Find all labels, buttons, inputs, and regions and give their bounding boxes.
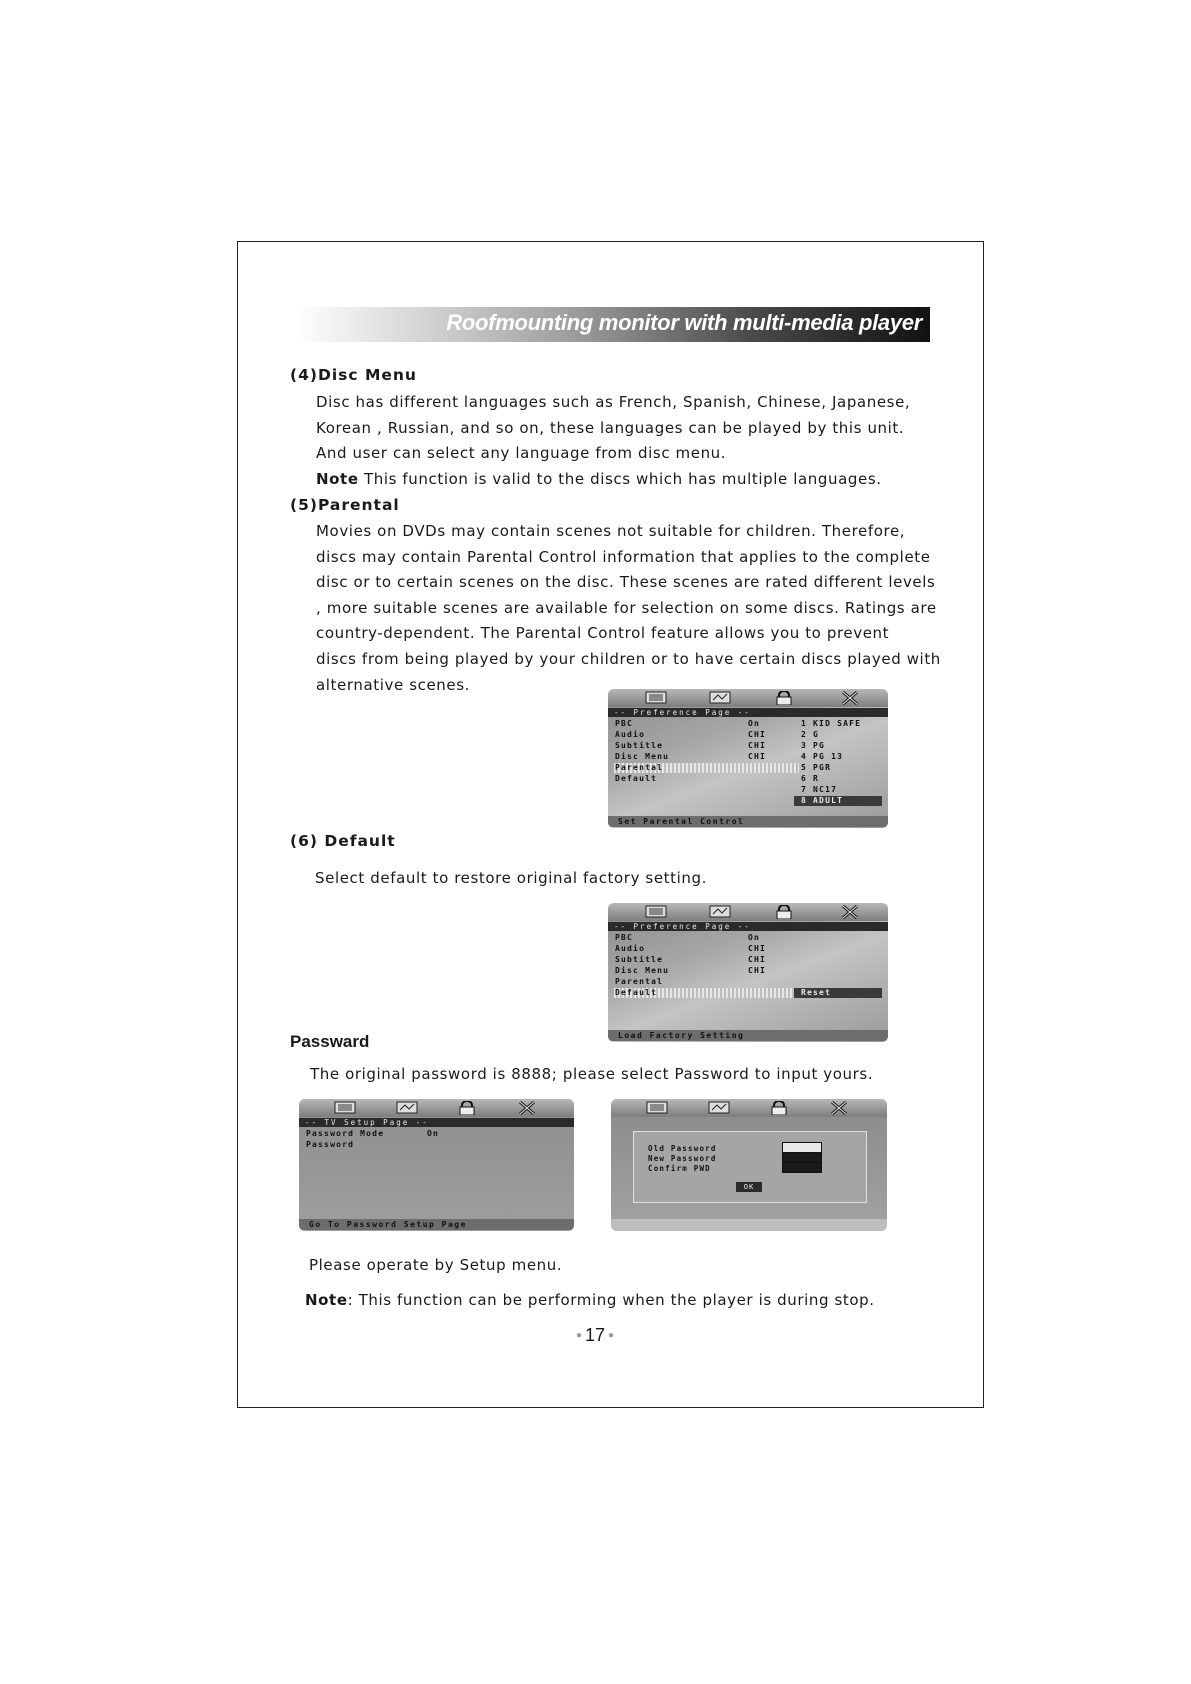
exit-icon bbox=[827, 1101, 851, 1115]
exit-icon bbox=[838, 905, 862, 919]
parental-line: discs may contain Parental Control information that applies to the complete bbox=[316, 547, 931, 566]
parental-heading: (5)Parental bbox=[290, 496, 400, 514]
osd-item-pbc[interactable]: PBC bbox=[615, 933, 634, 942]
banner-title: Roofmounting monitor with multi-media player bbox=[446, 310, 922, 335]
osd-footer-text: Go To Password Setup Page bbox=[309, 1220, 467, 1229]
password-line: The original password is 8888; please select Password to input yours. bbox=[310, 1065, 874, 1083]
confirm-password-label: Confirm PWD bbox=[648, 1164, 711, 1173]
rating-option[interactable]: 3 PG bbox=[801, 741, 826, 750]
stop-note bbox=[305, 1288, 875, 1314]
confirm-password-field[interactable] bbox=[782, 1162, 822, 1173]
exit-icon bbox=[838, 691, 862, 705]
old-password-label: Old Password bbox=[648, 1144, 717, 1153]
audio-setup-icon bbox=[708, 905, 732, 919]
lock-icon bbox=[767, 1101, 791, 1115]
osd-item-subtitle[interactable]: Subtitle bbox=[615, 741, 664, 750]
osd-value-disc-menu: CHI bbox=[748, 966, 767, 975]
parental-line: disc or to certain scenes on the disc. These scenes are rated different levels bbox=[316, 573, 936, 592]
general-setup-icon bbox=[333, 1101, 357, 1115]
setup-menu-line: Please operate by Setup menu. bbox=[309, 1256, 563, 1274]
rating-option[interactable]: 5 PGR bbox=[801, 763, 832, 772]
osd-value-password-mode: On bbox=[427, 1129, 440, 1138]
parental-line: discs from being played by your children or to have certain discs played with bbox=[316, 649, 941, 668]
disc-menu-line: Disc has different languages such as French, Spanish, Chinese, Japanese, bbox=[316, 393, 911, 411]
disc-menu-body bbox=[316, 390, 910, 492]
osd-menu-header: -- Preference Page -- bbox=[608, 922, 888, 931]
page-number bbox=[560, 1325, 630, 1346]
rating-option-selected[interactable]: 8 ADULT bbox=[801, 796, 844, 805]
osd-item-password-mode[interactable]: Password Mode bbox=[306, 1129, 385, 1138]
osd-tv-setup-screen bbox=[299, 1099, 574, 1231]
osd-footer-text: Set Parental Control bbox=[618, 817, 745, 826]
osd-item-parental[interactable]: Parental bbox=[615, 977, 664, 986]
note-text: This function is valid to the discs which has multiple languages. bbox=[358, 469, 882, 488]
password-dialog bbox=[633, 1131, 867, 1203]
dot-icon: ● bbox=[608, 1330, 615, 1341]
osd-value-pbc: On bbox=[748, 719, 761, 728]
osd-icon-bar bbox=[611, 1099, 887, 1117]
rating-option[interactable]: 7 NC17 bbox=[801, 785, 838, 794]
page-number-text: 17 bbox=[584, 1325, 606, 1345]
osd-icon-bar bbox=[299, 1099, 574, 1117]
exit-icon bbox=[515, 1101, 539, 1115]
rating-option[interactable]: 6 R bbox=[801, 774, 820, 783]
osd-parental-screen bbox=[608, 689, 888, 828]
dot-icon: ● bbox=[575, 1330, 582, 1341]
header-banner bbox=[295, 307, 930, 342]
osd-password-screen bbox=[611, 1099, 887, 1231]
osd-icon-bar bbox=[608, 689, 888, 707]
parental-line: , more suitable scenes are available for selection on some discs. Ratings are bbox=[316, 598, 937, 617]
password-heading: Passward bbox=[290, 1032, 370, 1051]
default-line: Select default to restore original factory setting. bbox=[315, 869, 707, 887]
rating-option[interactable]: 2 G bbox=[801, 730, 820, 739]
audio-setup-icon bbox=[708, 691, 732, 705]
osd-default-screen bbox=[608, 903, 888, 1042]
osd-item-disc-menu[interactable]: Disc Menu bbox=[615, 752, 670, 761]
disc-menu-heading: (4)Disc Menu bbox=[290, 366, 417, 384]
osd-menu-header: -- TV Setup Page -- bbox=[299, 1118, 574, 1127]
rating-option[interactable]: 4 PG 13 bbox=[801, 752, 844, 761]
osd-value-audio: CHI bbox=[748, 944, 767, 953]
osd-item-audio[interactable]: Audio bbox=[615, 730, 646, 739]
default-heading: (6) Default bbox=[290, 832, 396, 850]
lock-icon bbox=[772, 905, 796, 919]
osd-value-pbc: On bbox=[748, 933, 761, 942]
osd-item-password[interactable]: Password bbox=[306, 1140, 355, 1149]
disc-menu-note bbox=[316, 467, 910, 493]
general-setup-icon bbox=[645, 1101, 669, 1115]
lock-icon bbox=[772, 691, 796, 705]
lock-icon bbox=[455, 1101, 479, 1115]
note-text: : This function can be performing when the player is during stop. bbox=[347, 1291, 875, 1309]
osd-value-disc-menu: CHI bbox=[748, 752, 767, 761]
osd-footer-text: Load Factory Setting bbox=[618, 1031, 745, 1040]
osd-menu-header: -- Preference Page -- bbox=[608, 708, 888, 717]
audio-setup-icon bbox=[395, 1101, 419, 1115]
note-label: Note bbox=[316, 469, 359, 488]
osd-footer bbox=[611, 1219, 887, 1231]
osd-footer bbox=[608, 1030, 888, 1041]
new-password-label: New Password bbox=[648, 1154, 717, 1163]
parental-body bbox=[316, 519, 941, 698]
osd-item-disc-menu[interactable]: Disc Menu bbox=[615, 966, 670, 975]
general-setup-icon bbox=[644, 905, 668, 919]
parental-line: country-dependent. The Parental Control feature allows you to prevent bbox=[316, 624, 890, 643]
osd-item-subtitle[interactable]: Subtitle bbox=[615, 955, 664, 964]
general-setup-icon bbox=[644, 691, 668, 705]
parental-line: alternative scenes. bbox=[316, 675, 471, 694]
disc-menu-line: Korean , Russian, and so on, these languages can be played by this unit. bbox=[316, 418, 905, 437]
ok-button[interactable]: OK bbox=[736, 1182, 762, 1192]
rating-option[interactable]: 1 KID SAFE bbox=[801, 719, 862, 728]
osd-item-audio[interactable]: Audio bbox=[615, 944, 646, 953]
parental-line: Movies on DVDs may contain scenes not suitable for children. Therefore, bbox=[316, 522, 906, 540]
osd-item-parental[interactable]: Parental bbox=[615, 763, 664, 772]
audio-setup-icon bbox=[707, 1101, 731, 1115]
reset-option[interactable]: Reset bbox=[801, 988, 832, 997]
osd-item-pbc[interactable]: PBC bbox=[615, 719, 634, 728]
osd-item-default[interactable]: Default bbox=[615, 774, 658, 783]
disc-menu-line: And user can select any language from disc menu. bbox=[316, 444, 727, 463]
osd-value-subtitle: CHI bbox=[748, 741, 767, 750]
note-label: Note bbox=[305, 1291, 348, 1309]
osd-value-subtitle: CHI bbox=[748, 955, 767, 964]
osd-value-audio: CHI bbox=[748, 730, 767, 739]
osd-item-default[interactable]: Default bbox=[615, 988, 658, 997]
osd-icon-bar bbox=[608, 903, 888, 921]
osd-footer bbox=[299, 1219, 574, 1230]
osd-footer bbox=[608, 816, 888, 827]
